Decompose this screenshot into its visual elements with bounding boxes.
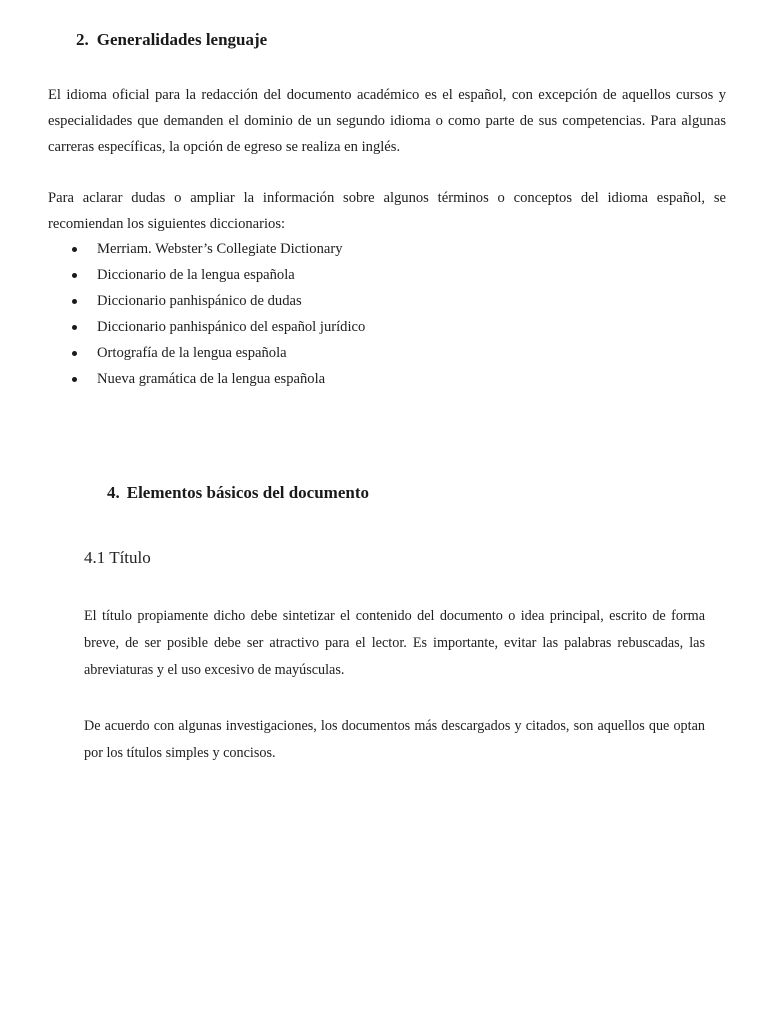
section-2-paragraph-1: El idioma oficial para la redacción del documento académico es el español, con excepción de aquellos cursos y especialidades que demanden el dominio de un segundo idioma o como parte de sus competencias. Para algunas carreras específicas, la opción de egreso se realiza en inglés. — [48, 87, 726, 155]
bullet-icon — [72, 273, 77, 278]
section-4-number: 4. — [107, 483, 120, 502]
list-item — [72, 340, 365, 366]
list-item — [72, 366, 365, 392]
bullet-icon — [72, 351, 77, 356]
list-item-label: Diccionario panhispánico del español jurídico — [97, 319, 366, 335]
subsection-heading: 4.1 Título — [84, 548, 151, 567]
section-2-number: 2. — [76, 30, 89, 49]
subsection-paragraph-1: El título propiamente dicho debe sintetizar el contenido del documento o idea principal, escrito de forma breve, de ser posible debe ser atractivo para el lector. Es importante, evitar las palabras rebuscadas, las abreviaturas y el uso excesivo de mayúsculas. — [84, 608, 705, 678]
subsection-paragraph-2: De acuerdo con algunas investigaciones, los documentos más descargados y citados, son aquellos que optan por los títulos simples y concisos. — [84, 718, 705, 761]
list-item — [72, 314, 365, 340]
section-2-paragraph-2: Para aclarar dudas o ampliar la información sobre algunos términos o conceptos del idioma español, se recomiendan los siguientes diccionarios: — [48, 190, 726, 232]
list-item-label: Ortografía de la lengua española — [97, 345, 287, 361]
bullet-icon — [72, 299, 77, 304]
bullet-icon — [72, 377, 77, 382]
dictionary-list — [72, 236, 365, 392]
list-item — [72, 236, 365, 262]
list-item-label: Diccionario panhispánico de dudas — [97, 293, 302, 309]
list-item — [72, 288, 365, 314]
list-item — [72, 262, 365, 288]
bullet-icon — [72, 325, 77, 330]
section-4-heading — [107, 483, 369, 503]
section-2-title: Generalidades lenguaje — [96, 30, 268, 49]
list-item-label: Diccionario de la lengua española — [97, 267, 295, 283]
section-4-title: Elementos básicos del documento — [126, 483, 369, 502]
list-item-label: Merriam. Webster’s Collegiate Dictionary — [97, 241, 343, 257]
bullet-icon — [72, 247, 77, 252]
list-item-label: Nueva gramática de la lengua española — [97, 371, 326, 387]
section-2-heading — [76, 30, 267, 50]
